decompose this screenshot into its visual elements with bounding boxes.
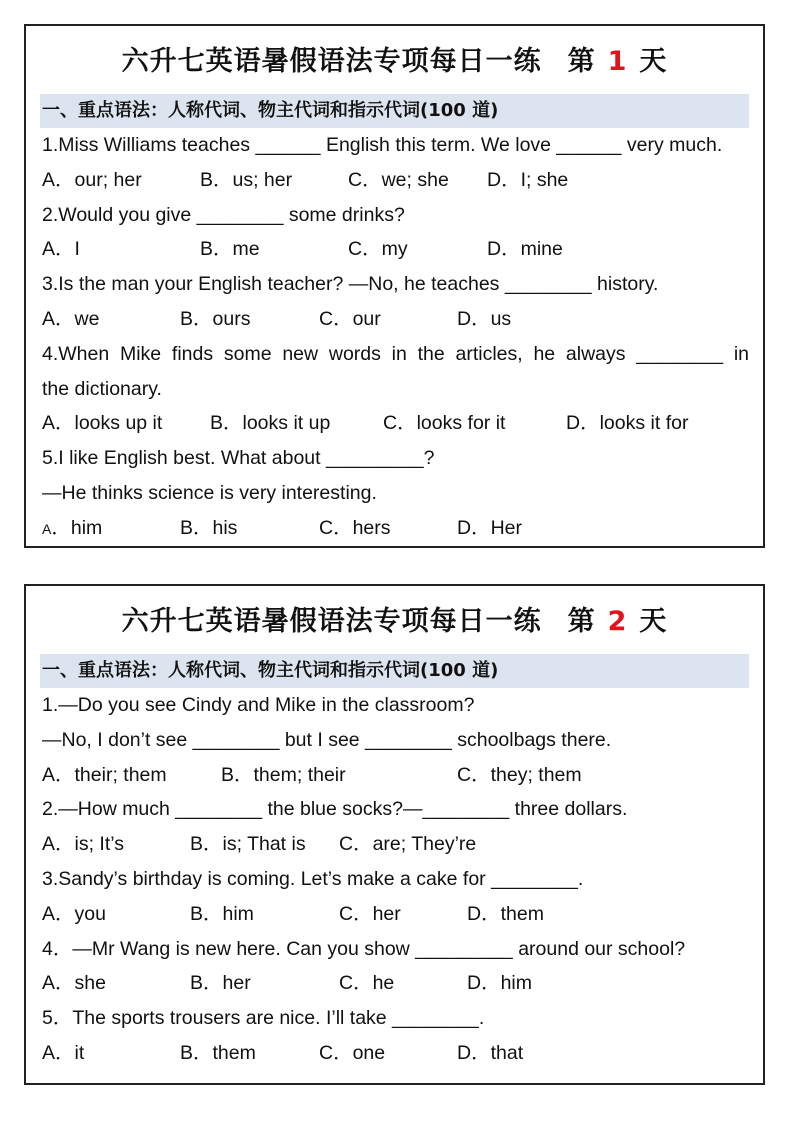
options-row [42, 511, 749, 546]
option-c: C．are; They’re [339, 833, 477, 856]
option-a: A．we [42, 307, 100, 330]
option-a: A．it [42, 1041, 85, 1064]
question-1: 1.Miss Williams teaches ______ English this term. We love ______ very much. [42, 134, 723, 156]
options-row [42, 758, 749, 793]
day-number: 1 [607, 46, 628, 77]
title-di: 第 [567, 46, 596, 77]
options-row [42, 827, 749, 862]
question-3: 3.Sandy’s birthday is coming. Let’s make a cake for ________. [42, 867, 584, 890]
section-heading: 一、重点语法：人称代词、物主代词和指示代词(100 道) [40, 94, 749, 128]
options-row [42, 406, 749, 441]
option-c: C．we; she [348, 168, 449, 191]
day-number: 2 [607, 606, 628, 637]
option-a [42, 511, 102, 547]
day-2-card [24, 584, 765, 1085]
option-b: B．them; their [221, 763, 346, 786]
option-a: A．I [42, 238, 80, 261]
option-d: D．that [457, 1041, 524, 1064]
option-b: B．his [180, 516, 238, 539]
option-d: D．us [457, 307, 512, 330]
options-row [42, 302, 749, 337]
option-b: B．me [200, 238, 260, 261]
option-b: B．her [190, 972, 251, 995]
option-b: B．them [180, 1041, 256, 1064]
question-4: 4．—Mr Wang is new here. Can you show _________ around our school? [42, 937, 686, 960]
option-b: B．him [190, 902, 254, 925]
question-3: 3.Is the man your English teacher? —No, he teaches ________ history. [42, 273, 659, 296]
option-c: C．her [339, 902, 401, 925]
option-b: B．us; her [200, 168, 293, 191]
option-d: D．Her [457, 516, 523, 539]
option-d: D．mine [487, 238, 563, 261]
option-a: A．she [42, 972, 106, 995]
question-5: 5.I like English best. What about _________? [42, 447, 435, 470]
option-c: C．they; them [457, 763, 582, 786]
option-a: A．is; It’s [42, 833, 124, 856]
day-2-title [26, 602, 763, 642]
day-1-card [24, 24, 765, 548]
option-a: A．their; them [42, 763, 167, 786]
title-tian: 天 [639, 46, 668, 77]
options-row [42, 163, 749, 198]
option-c: C．he [339, 972, 395, 995]
option-a: A．our; her [42, 168, 142, 191]
option-d: D．I; she [487, 168, 569, 191]
title-text: 六升七英语暑假语法专项每日一练 [121, 46, 542, 77]
option-c: C．our [319, 307, 381, 330]
option-c: C．looks for it [383, 412, 506, 435]
question-2: 2.—How much ________ the blue socks?—________ three dollars. [42, 798, 628, 821]
question-5: 5．The sports trousers are nice. I’ll take ________. [42, 1007, 485, 1030]
option-c: C．one [319, 1041, 386, 1064]
question-4: 4.When Mike finds some new words in the articles, he always ________ in [42, 342, 749, 365]
options-row [42, 966, 749, 1001]
options-row [42, 897, 749, 932]
options-row [42, 232, 749, 267]
title-di: 第 [567, 606, 596, 637]
options-row [42, 1036, 749, 1071]
day-1-title [26, 42, 763, 82]
title-tian: 天 [639, 606, 668, 637]
question-1: 1.—Do you see Cindy and Mike in the classroom? [42, 694, 475, 716]
option-a: A．you [42, 902, 106, 925]
question-2: 2.Would you give ________ some drinks? [42, 203, 405, 226]
option-a-letter: A [42, 520, 52, 537]
option-d: D．looks it for [566, 412, 689, 435]
question-1-reply: —No, I don’t see ________ but I see ________ schoolbags there. [42, 728, 612, 751]
option-c: C．hers [319, 516, 391, 539]
section-heading: 一、重点语法：人称代词、物主代词和指示代词(100 道) [40, 654, 749, 688]
title-text: 六升七英语暑假语法专项每日一练 [121, 606, 542, 637]
option-c: C．my [348, 238, 408, 261]
option-a-text: ．him [51, 516, 103, 539]
option-a: A．looks up it [42, 412, 163, 435]
option-d: D．him [467, 972, 533, 995]
question-list [26, 688, 763, 1071]
question-list [26, 128, 763, 546]
question-4-continued: the dictionary. [42, 377, 162, 400]
option-b: B．looks it up [210, 412, 331, 435]
question-5-reply: —He thinks science is very interesting. [42, 481, 377, 504]
option-b: B．ours [180, 307, 251, 330]
option-b: B．is; That is [190, 833, 306, 856]
option-d: D．them [467, 902, 544, 925]
